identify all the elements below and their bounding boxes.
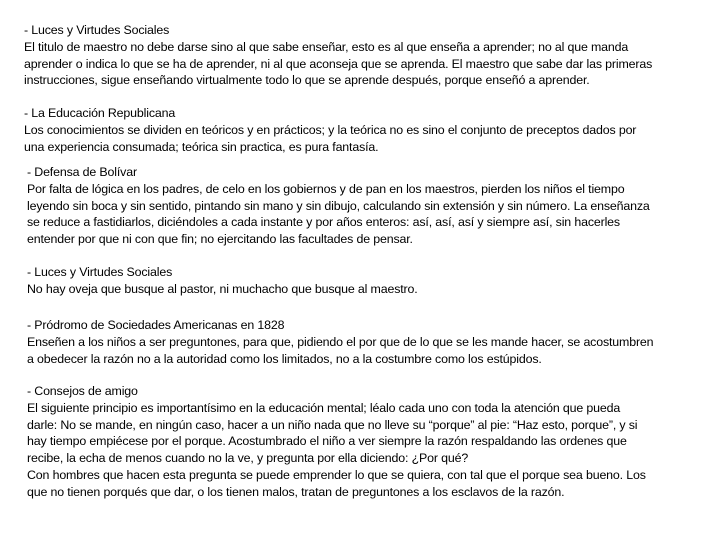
text-line: a obedecer la razón no a la autoridad como los limitados, no a la costumbre como los estúpidos. — [27, 351, 542, 366]
text-line: una experiencia consumada; teórica sin practica, es pura fantasía. — [24, 139, 379, 154]
text-line: El siguiente principio es importantísimo en la educación mental; léalo cada uno con toda la atención que pueda — [27, 400, 621, 415]
text-line: El titulo de maestro no debe darse sino al que sabe enseñar, esto es al que enseña a aprender; no al que manda — [24, 39, 629, 54]
text-line: leyendo sin boca y sin sentido, pintando sin mano y sin dibujo, calculando sin extensión y sin número. La enseñanza — [27, 198, 650, 213]
section-title: - Luces y Virtudes Sociales — [24, 23, 170, 37]
quote-section — [27, 164, 650, 248]
quote-section — [24, 105, 636, 155]
quote-section — [24, 22, 652, 89]
quote-section — [27, 383, 646, 501]
section-title: - Pródromo de Sociedades Americanas en 1828 — [27, 318, 285, 332]
section-title: - Defensa de Bolívar — [27, 165, 137, 179]
text-line: Los conocimientos se dividen en teóricos y en prácticos; y la teórica no es sino el conjunto de preceptos dados por — [24, 122, 637, 137]
text-line: Con hombres que hacen esta pregunta se puede emprender lo que se quiera, con tal que el porque sea bueno. Los — [27, 467, 646, 482]
text-line: aprender o indica lo que se ha de aprender, ni al que aconseja que se aprenda. El maestro que sabe dar las primeras — [24, 56, 653, 71]
section-title: - La Educación Republicana — [24, 106, 176, 120]
text-line: que no tienen porqués que dar, o los tienen malos, tratan de preguntones a los esclavos de la razón. — [27, 484, 565, 499]
text-line: entender por que ni con que fin; no ejercitando las facultades de pensar. — [27, 232, 413, 247]
text-line: No hay oveja que busque al pastor, ni muchacho que busque al maestro. — [27, 281, 418, 296]
text-line: recibe, la echa de menos cuando no la ve, y pregunta por ella diciendo: ¿Por qué? — [27, 451, 469, 466]
text-line: darle: No se mande, en ningún caso, hacer a un niño nada que no lleve su “porque” al pie: “Haz esto, porque”, y si — [27, 417, 638, 432]
section-title: - Consejos de amigo — [27, 384, 138, 398]
text-line: Por falta de lógica en los padres, de celo en los gobiernos y de pan en los maestros, pierden los niños el tiempo — [27, 181, 625, 196]
text-line: instrucciones, sigue enseñando virtualmente todo lo que se aprende después, porque enseñó a aprender. — [24, 73, 590, 88]
quote-section — [27, 264, 418, 298]
section-title: - Luces y Virtudes Sociales — [27, 265, 173, 279]
text-line: hay tiempo empiécese por el porque. Acostumbrado el niño a ver siempre la razón respaldando las ordenes que — [27, 434, 627, 449]
quote-section — [27, 317, 653, 367]
text-line: Enseñen a los niños a ser preguntones, para que, pidiendo el por que de lo que se les mande hacer, se acostumbren — [27, 334, 654, 349]
text-line: se reduce a fastidiarlos, diciéndoles a cada instante y por años enteros: así, así, así y siempre así, sin hacerles — [27, 215, 620, 230]
